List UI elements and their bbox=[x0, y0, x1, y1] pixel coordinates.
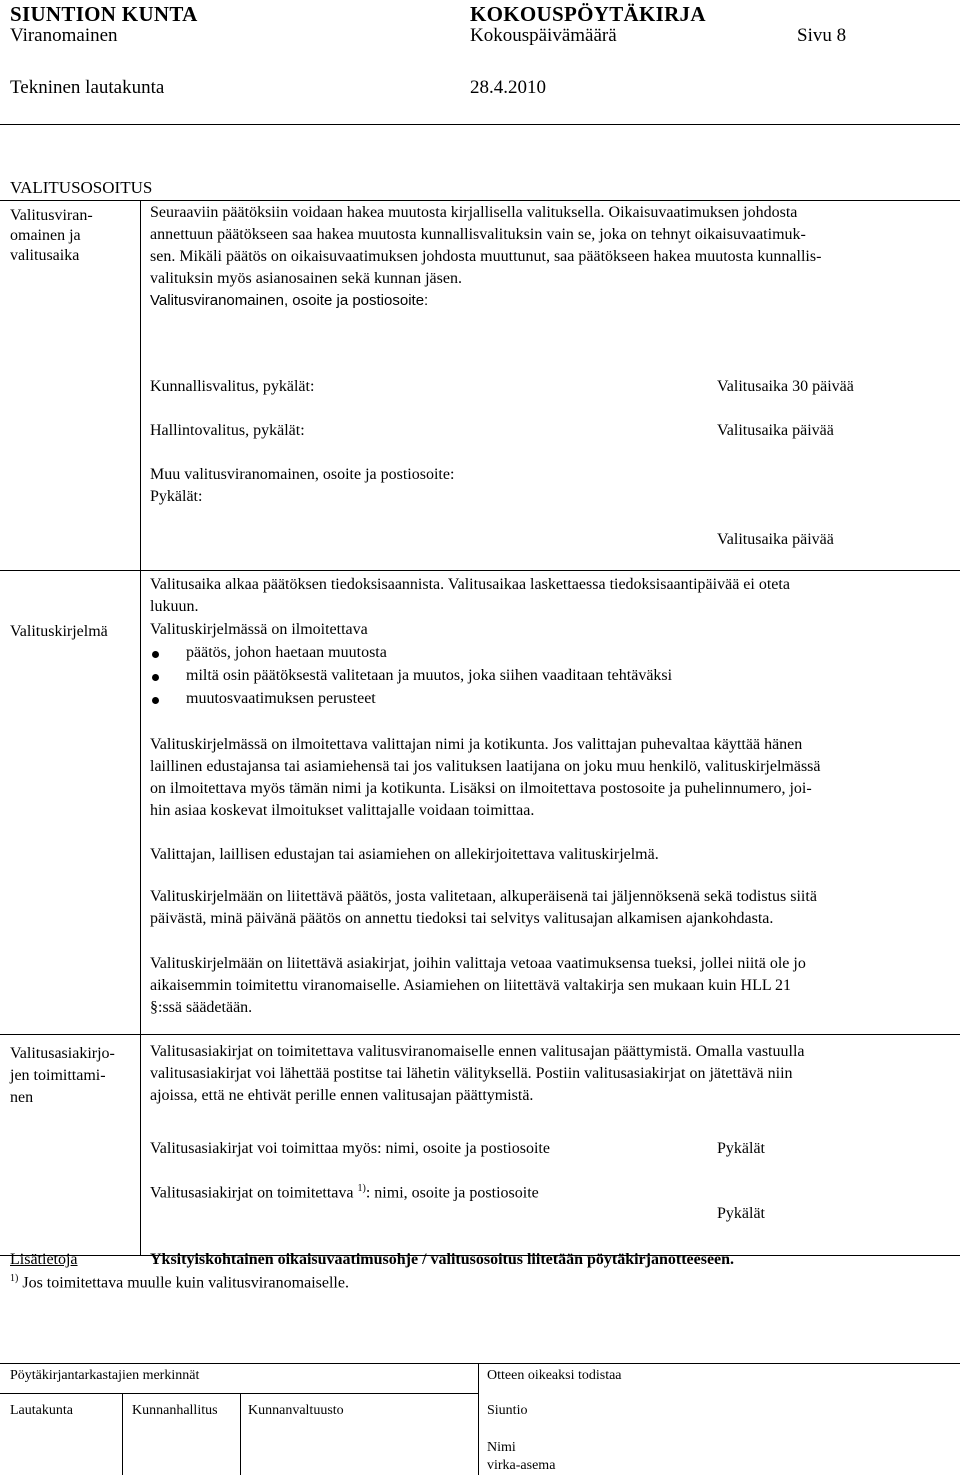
footnote: $^{1)}$ Jos toimitettava muulle kuin valitusviranomaiselle. bbox=[10, 1273, 349, 1292]
admin-period: Valitusaika päivää bbox=[717, 422, 834, 439]
council-signature: Kunnanvaltuusto bbox=[248, 1403, 344, 1418]
certify-label: Otteen oikeaksi todistaa bbox=[487, 1368, 622, 1383]
admin-appeal: Hallintovalitus, pykälät: bbox=[150, 422, 305, 439]
place-label: Siuntio bbox=[487, 1403, 528, 1418]
period-top-rule bbox=[0, 570, 960, 571]
delivery-top-rule bbox=[0, 1034, 960, 1035]
letter-para-2: Valituskirjelmässä on ilmoitettava valittajan nimi ja kotikunta. Jos valittajan puhevaltaa käyttää hänen laillinen edustajansa tai asiamiehensä tai jos valituksen laatijana on joku muu henkilö, valituskirjelmässä on ilmoitettava myös tämän nimi ja kotikunta. Lisäksi on ilmoitettava postosoite ja puhelinnumero, joi- hin asiaa koskevat ilmoitukset valittajalle voidaan toimittaa. bbox=[150, 736, 821, 819]
delivery-para: Valitusasiakirjat on toimitettava valitusviranomaiselle ennen valitusajan päättymistä. Omalla vastuulla valitusasiakirjat voi lähettää postitse tai lähetin välityksellä. Postiin valitusasiakirjat on jätettävä niin ajoissa, että ne ehtivät perille ennen valitusajan päättymistä. bbox=[150, 1043, 805, 1104]
letter-label: Valituskirjelmä bbox=[10, 623, 108, 640]
authority-label: Viranomainen bbox=[10, 25, 118, 46]
period-note: Valitusaika alkaa päätöksen tiedoksisaannista. Valitusaikaa laskettaessa tiedoksisaantipäivää ei oteta lukuun. bbox=[150, 576, 790, 615]
info-text: Yksityiskohtainen oikaisuvaatimusohje / valitusosoitus liitetään pöytäkirjanotteeseen. bbox=[150, 1251, 735, 1268]
other-authority: Muu valitusviranomainen, osoite ja postiosoite: bbox=[150, 466, 455, 483]
appeal-intro: Seuraaviin päätöksiin voidaan hakea muutosta kirjallisella valituksella. Oikaisuvaatimuksen johdosta annettuun päätökseen saa hakea muutosta kunnallisvalituksin vain se, joka on tehnyt oikaisuvaatimuk- sen. Mikäli päätös on oikaisuvaatimuksen johdosta muuttunut, saa päätökseen hakea muutosta kunnallis- valituksin myös asianosainen sekä kunnan jäsen. Valitusviranomainen, osoite ja postiosoite: bbox=[150, 202, 821, 312]
govt-signature: Kunnanhallitus bbox=[132, 1403, 218, 1418]
page-number: Sivu 8 bbox=[797, 25, 847, 46]
header-rule bbox=[0, 124, 960, 125]
letter-para-5: Valituskirjelmään on liitettävä asiakirjat, joihin valittaja vetoaa vaatimuksensa tueksi, jollei niitä ole jo aikaisemmin toimitettu viranomaiselle. Asiamiehen on liitettävä valtakirja sen mukaan kuin HLL 21 §:ssä säädetään. bbox=[150, 955, 806, 1016]
appeal-title: VALITUSOSOITUS bbox=[10, 178, 153, 197]
authority-address: Valitusviranomainen, osoite ja postiosoite: bbox=[150, 292, 429, 309]
board-signature: Lautakunta bbox=[10, 1403, 73, 1418]
meeting-date: 28.4.2010 bbox=[470, 77, 546, 98]
footer-col-line bbox=[240, 1393, 241, 1475]
doc-type: KOKOUSPÖYTÄKIRJA bbox=[470, 2, 706, 26]
footer-top-rule bbox=[0, 1363, 960, 1364]
bullet-icon bbox=[152, 651, 159, 658]
reviewers-label: Pöytäkirjantarkastajien merkinnät bbox=[10, 1368, 200, 1383]
board-name: Tekninen lautakunta bbox=[10, 77, 165, 98]
org-name: SIUNTION KUNTA bbox=[10, 2, 198, 26]
bullet-item: muutosvaatimuksen perusteet bbox=[186, 690, 376, 707]
delivery-must: Valitusasiakirjat on toimitettava $^{1)}$: nimi, osoite ja postiosoite bbox=[150, 1183, 539, 1202]
delivery-must-sections: Pykälät bbox=[717, 1205, 765, 1222]
bullet-icon bbox=[152, 697, 159, 704]
delivery-label: Valitusasiakirjo- jen toimittami- nen bbox=[10, 1045, 115, 1106]
footer-divider bbox=[478, 1363, 479, 1475]
column-divider bbox=[140, 200, 141, 1255]
info-label: Lisätietoja bbox=[10, 1251, 78, 1268]
other-period: Valitusaika päivää bbox=[717, 531, 834, 548]
letter-para-4: Valituskirjelmään on liitettävä päätös, josta valitetaan, alkuperäisenä tai jäljennöksenä sekä todistus siitä päivästä, minä päivänä päätös on annettu tiedoksi tai selvitys valitusajan alkamisen ajankohdasta. bbox=[150, 888, 817, 927]
title-label: virka-asema bbox=[487, 1458, 556, 1473]
municipal-appeal: Kunnallisvalitus, pykälät: bbox=[150, 378, 315, 395]
delivery-also-sections: Pykälät bbox=[717, 1140, 765, 1157]
bullet-icon bbox=[152, 674, 159, 681]
appeal-label: Valitusviran- omainen ja valitusaika bbox=[10, 207, 93, 264]
footer-inner-rule bbox=[0, 1393, 478, 1394]
letter-intro: Valituskirjelmässä on ilmoitettava bbox=[150, 621, 368, 638]
bullet-item: miltä osin päätöksestä valitetaan ja muutos, joka siihen vaaditaan tehtäväksi bbox=[186, 667, 673, 684]
appeal-top-rule bbox=[0, 200, 960, 201]
footer-col-line bbox=[122, 1393, 123, 1475]
municipal-period: Valitusaika 30 päivää bbox=[717, 378, 854, 395]
letter-para-3: Valittajan, laillisen edustajan tai asiamiehen on allekirjoitettava valituskirjelmä. bbox=[150, 846, 659, 863]
date-label: Kokouspäivämäärä bbox=[470, 25, 617, 46]
other-sections: Pykälät: bbox=[150, 488, 203, 505]
name-label: Nimi bbox=[487, 1440, 516, 1455]
delivery-also: Valitusasiakirjat voi toimittaa myös: nimi, osoite ja postiosoite bbox=[150, 1140, 550, 1157]
bullet-item: päätös, johon haetaan muutosta bbox=[186, 644, 387, 661]
